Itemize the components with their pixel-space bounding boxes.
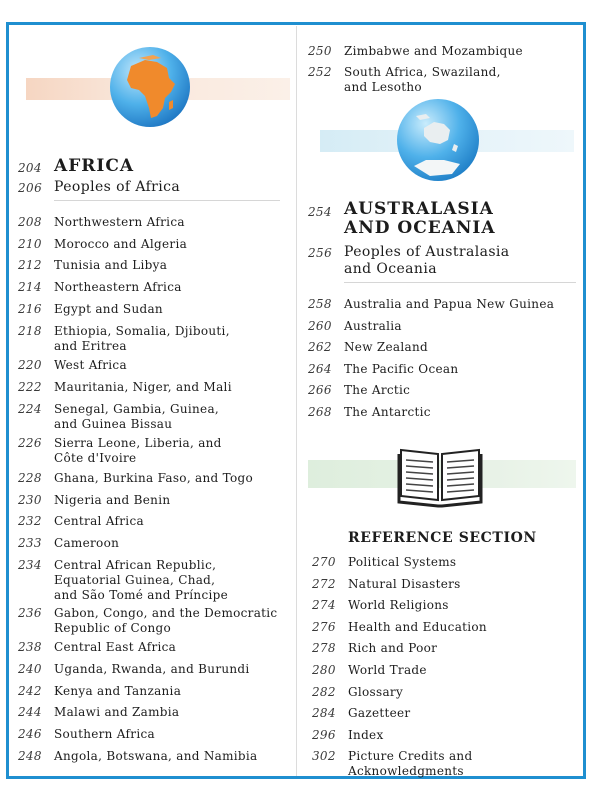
entry-title <box>54 358 286 373</box>
entry-title-line: Republic of Congo <box>54 620 172 635</box>
entry-title-line: Angola, Botswana, and Namibia <box>54 748 258 763</box>
entry-title <box>54 471 286 486</box>
entry-title <box>348 663 580 678</box>
entry-title-line: West Africa <box>54 358 127 373</box>
page-number: 226 <box>18 436 42 451</box>
page-number: 258 <box>308 297 332 311</box>
section-title-line-2: AND OCEANIA <box>344 218 496 238</box>
entry-title-line-2: and Oceania <box>344 261 437 277</box>
entry-title-line: Côte d'Ivoire <box>54 451 137 466</box>
page-number: 254 <box>308 205 332 219</box>
entry-title <box>344 44 576 59</box>
entry-title-line: Equatorial Guinea, Chad, <box>54 572 216 587</box>
entry-title <box>54 536 286 551</box>
entry-title <box>344 362 576 377</box>
entry-title-line: Central East Africa <box>54 640 177 655</box>
entry-title-line: Southern Africa <box>54 727 155 741</box>
page-number: 244 <box>18 705 42 720</box>
entry-title <box>54 558 286 603</box>
page-number: 242 <box>18 683 42 698</box>
entry-title-line: Nigeria and Benin <box>54 492 171 507</box>
entry-title-line: Gabon, Congo, and the Democratic <box>54 605 278 620</box>
entry-title <box>54 514 286 529</box>
entry-title <box>54 324 286 354</box>
entry-title-line: Northeastern Africa <box>54 280 182 295</box>
entry-title-line: Rich and Poor <box>348 641 438 656</box>
entry-title <box>344 297 576 312</box>
page-number: 210 <box>18 236 42 251</box>
reference-section-heading[interactable]: REFERENCE SECTION <box>348 530 537 546</box>
page-number: 232 <box>18 514 42 529</box>
page-number: 252 <box>308 65 332 79</box>
page-number: 208 <box>18 215 42 229</box>
entry-title <box>348 641 580 656</box>
entry-title-line: Cameroon <box>54 536 120 551</box>
entry-title-line: and Lesotho <box>344 80 422 94</box>
page-number: 278 <box>312 641 336 656</box>
divider-rule <box>54 200 280 201</box>
entry-title-line: Picture Credits and Acknowledgments <box>348 749 473 779</box>
entry-title <box>54 705 286 720</box>
entry-title-line: Australia <box>344 318 402 333</box>
entry-title-line: New Zealand <box>344 340 428 355</box>
entry-title-line: Political Systems <box>348 555 457 569</box>
page-number: 274 <box>312 598 336 613</box>
entry-title-line: Sierra Leone, Liberia, and <box>54 436 222 451</box>
entry-title-line: World Trade <box>348 663 427 677</box>
entry-title-line: The Antarctic <box>344 405 431 419</box>
entry-title-line: Central African Republic, <box>54 557 217 572</box>
entry-title-line: Kenya and Tanzania <box>54 683 182 698</box>
entry-title <box>54 302 286 317</box>
entry-title-line: and São Tomé and Príncipe <box>54 587 228 602</box>
page-number: 214 <box>18 280 42 295</box>
entry-title-line: Malawi and Zambia <box>54 705 180 720</box>
page-number: 222 <box>18 379 42 394</box>
entry-title <box>54 380 286 395</box>
entry-title <box>54 493 286 508</box>
entry-title <box>348 685 580 700</box>
page-number: 220 <box>18 358 42 373</box>
entry-title <box>54 684 286 699</box>
entry-title <box>54 237 286 252</box>
entry-title <box>54 436 286 466</box>
entry-title-line: Ethiopia, Somalia, Djibouti, <box>54 323 230 338</box>
oceania-globe-icon <box>396 98 480 182</box>
section-title-line-1: AUSTRALASIA <box>344 199 494 219</box>
page-number: 256 <box>308 246 333 260</box>
entry-title-line: Uganda, Rwanda, and Burundi <box>54 661 250 676</box>
page-number: 234 <box>18 557 42 572</box>
page-number: 270 <box>312 555 336 569</box>
africa-globe-icon <box>109 46 191 128</box>
page-number: 302 <box>312 749 336 764</box>
page-number: 264 <box>308 361 332 376</box>
page-number: 238 <box>18 640 42 655</box>
entry-title-line: and Eritrea <box>54 338 127 353</box>
entry-title <box>348 598 580 613</box>
page-number: 250 <box>308 44 332 58</box>
page-number: 233 <box>18 536 42 551</box>
entry-title-line-1: Peoples of Australasia <box>344 244 510 260</box>
entry-title <box>54 662 286 677</box>
entry-title-line: Senegal, Gambia, Guinea, <box>54 401 220 416</box>
entry-title-line: Australia and Papua New Guinea <box>344 297 555 311</box>
page-number: 240 <box>18 661 42 676</box>
entry-title-line: Glossary <box>348 684 404 699</box>
page-number: 268 <box>308 405 332 419</box>
entry-title <box>54 606 286 636</box>
entry-title <box>344 383 576 398</box>
page-number: 204 <box>18 161 42 175</box>
entry-title <box>344 65 576 95</box>
entry-title <box>54 727 286 742</box>
entry-title <box>54 640 286 655</box>
entry-title-line: World Religions <box>348 598 449 613</box>
page-number: 228 <box>18 471 42 485</box>
entry-title-line: Zimbabwe and Mozambique <box>344 44 523 58</box>
page-number: 212 <box>18 258 42 273</box>
entry-title <box>348 555 580 570</box>
entry-title <box>348 706 580 721</box>
page-number: 266 <box>308 383 332 398</box>
page-number: 224 <box>18 401 42 416</box>
entry-title-line: and Guinea Bissau <box>54 416 173 431</box>
entry-title <box>348 749 580 779</box>
entry-title <box>344 319 576 334</box>
entry-title-line: Index <box>348 727 384 742</box>
entry-title-line: Central Africa <box>54 514 144 529</box>
entry-title <box>344 405 576 420</box>
page-number: 236 <box>18 605 42 620</box>
page-number: 280 <box>312 663 336 677</box>
divider-rule <box>344 282 576 283</box>
entry-title-line: Health and Education <box>348 619 487 634</box>
entry-title-line: Morocco and Algeria <box>54 236 188 251</box>
contents-page <box>14 26 579 779</box>
page-number: 284 <box>312 706 336 721</box>
entry-title <box>348 728 580 743</box>
page-number: 276 <box>312 619 336 634</box>
page-number: 248 <box>18 748 42 763</box>
page-number: 272 <box>312 576 336 591</box>
entry-title-line: Ghana, Burkina Faso, and Togo <box>54 471 254 485</box>
page-number: 246 <box>18 727 42 741</box>
entry-title-line: Natural Disasters <box>348 576 461 591</box>
entry-title: Peoples of Africa <box>54 179 181 195</box>
entry-title <box>54 280 286 295</box>
entry-title <box>348 577 580 592</box>
entry-title <box>54 749 286 764</box>
open-book-icon <box>397 442 483 508</box>
entry-title-line: The Arctic <box>344 383 411 398</box>
entry-title-line: Northwestern Africa <box>54 215 185 229</box>
page-number: 216 <box>18 301 42 316</box>
section-title: AFRICA <box>54 156 135 176</box>
entry-title-line: Mauritania, Niger, and Mali <box>54 379 232 394</box>
page-number: 260 <box>308 318 332 333</box>
entry-title-line: South Africa, Swaziland, <box>344 65 501 79</box>
column-divider <box>296 26 297 776</box>
page-number: 296 <box>312 727 336 742</box>
entry-title-line: The Pacific Ocean <box>344 361 459 376</box>
entry-title-line: Gazetteer <box>348 706 411 721</box>
entry-title <box>54 215 286 230</box>
page-number: 230 <box>18 492 42 507</box>
entry-title <box>348 620 580 635</box>
entry-title <box>54 258 286 273</box>
page-number: 262 <box>308 340 332 355</box>
entry-title-line: Tunisia and Libya <box>54 258 168 273</box>
entry-title-line: Egypt and Sudan <box>54 301 163 316</box>
page-number: 282 <box>312 684 336 699</box>
page-number: 218 <box>18 323 42 338</box>
entry-title <box>54 402 286 432</box>
page-number: 206 <box>18 181 43 195</box>
entry-title <box>344 340 576 355</box>
